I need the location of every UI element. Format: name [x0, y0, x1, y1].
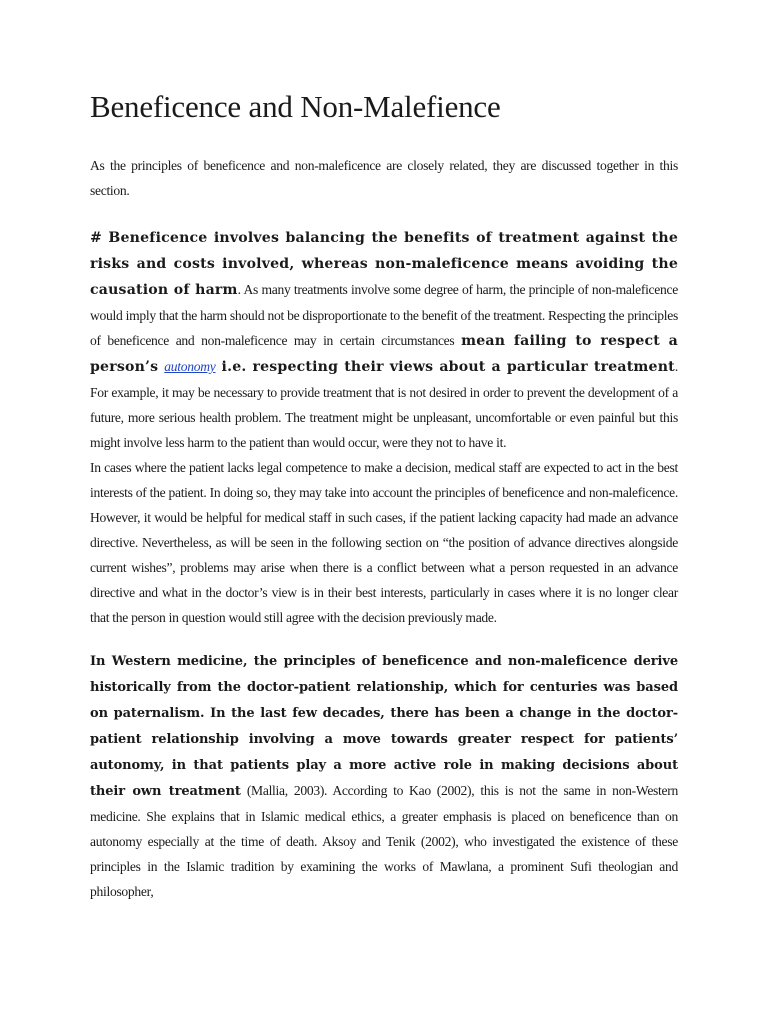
- views-bold-text: i.e. respecting their views about a particular treatment: [215, 359, 675, 376]
- legal-competence-paragraph: In cases where the patient lacks legal competence to make a decision, medical staff are expected to act in the best interests of the patient. In doing so, they may take into account the principles of beneficence and non-maleficence. However, it would be helpful for medical staff in such cases, if the patient lacking capacity had made an advance directive. Nevertheless, as will be seen in the following section on “the position of advance directives alongside current wishes”, problems may arise when there is a conflict between what a person requested in an advance directive and what in the doctor’s view is in their best interests, particularly in cases where it is no longer clear that the person in question would still agree with the decision previously made.: [90, 460, 678, 626]
- beneficence-definition-bold: # Beneficence involves balancing the benefits of treatment against the risks and costs involved, whereas non-maleficence means avoiding the causation of harm: [90, 230, 678, 299]
- respect-bold-text: mean failing to respect a person’s: [90, 333, 679, 376]
- autonomy-link[interactable]: autonomy: [164, 359, 216, 375]
- harm-principle-text: . As many treatments involve some degree of harm, the principle of non-maleficence would imply that the harm should not be disproportionate to the benefit of the treatment. Respecting the principles of beneficence and non-maleficence may in certain circumstances: [90, 282, 678, 349]
- page-title: Beneficence and Non-Malefience: [90, 89, 501, 124]
- western-medicine-bold: In Western medicine, the principles of beneficence and non-maleficence derive historically from the doctor-patient relationship, which for centuries was based on paternalism. In the last few decades, there has been a change in the doctor-patient relationship involving a move towards greater respect for patients’ autonomy, in that patients play a more active role in making decisions about their own treatment: [90, 654, 678, 800]
- example-text: . For example, it may be necessary to provide treatment that is not desired in order to prevent the development of a future, more serious health problem. The treatment might be unpleasant, uncomfortable or even painful but this might involve less harm to the patient than would occur, were they not to have it.: [90, 359, 678, 451]
- islamic-ethics-text: (Mallia, 2003). According to Kao (2002), this is not the same in non-Western medicine. She explains that in Islamic medical ethics, a greater emphasis is placed on beneficence than on autonomy especially at the time of death. Aksoy and Tenik (2002), who investigated the existence of these principles in the Islamic tradition by examining the works of Mawlana, a prominent Sufi theologian and philosopher,: [90, 783, 678, 900]
- western-medicine-paragraph: [90, 648, 678, 904]
- document-page: [90, 88, 678, 904]
- beneficence-paragraph: [90, 225, 678, 455]
- intro-paragraph: As the principles of beneficence and non-maleficence are closely related, they are discussed together in this section.: [90, 158, 678, 199]
